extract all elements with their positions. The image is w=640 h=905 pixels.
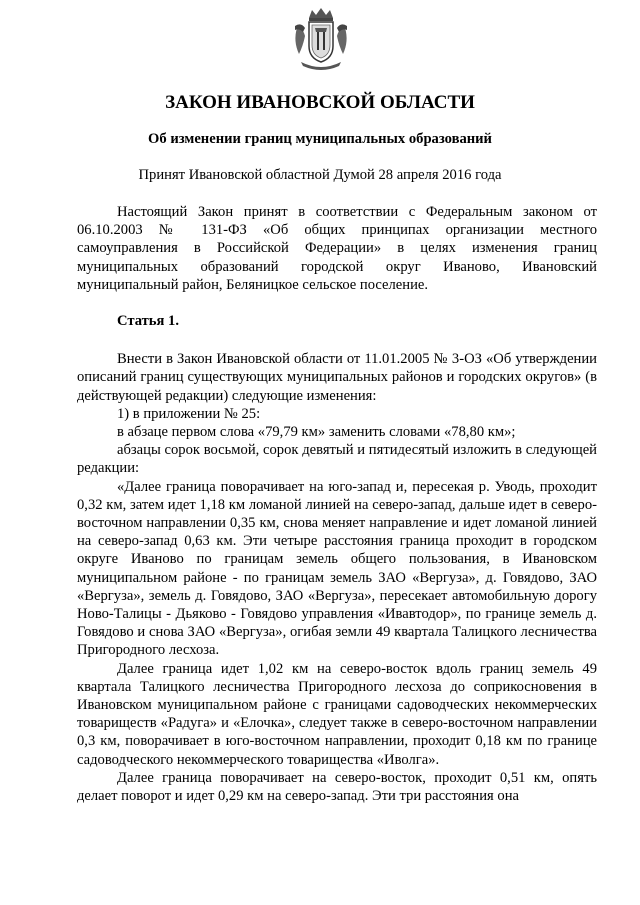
article-paragraph: Внести в Закон Ивановской области от 11.01.2005 № 3-ОЗ «Об утверждении описаний границ существующих муниципальных районов и городских округов» (в действующей редакции) следующие изменения: bbox=[77, 351, 597, 404]
article-paragraph: Далее граница идет 1,02 км на северо-восток вдоль границ земель 49 квартала Талицкого лесничества Пригородного лесхоза до соприкосновения в Ивановском муниципальном районе с границами садоводческих некоммерческих товариществ «Радуга» и «Елочка», следует также в северо-восточном направлении 0,3 км, поворачивает в юго-восточном направлении, проходит 0,18 км по границе садоводческого некоммерческого товарищества «Иволга». bbox=[77, 660, 597, 768]
coat-of-arms-icon bbox=[291, 6, 351, 72]
article-paragraph: в абзаце первом слова «79,79 км» заменить словами «78,80 км»; bbox=[117, 424, 516, 441]
article-paragraph: абзацы сорок восьмой, сорок девятый и пятидесятый изложить в следующей редакции: bbox=[77, 442, 597, 477]
law-title: ЗАКОН ИВАНОВСКОЙ ОБЛАСТИ bbox=[165, 92, 475, 113]
law-body bbox=[77, 203, 597, 805]
preamble-paragraph: Настоящий Закон принят в соответствии с Федеральным законом от 06.10.2003 № 131-ФЗ «Об общих принципах организации местного самоуправления в Российской Федерации» в целях изменения границ муниципальных образований городской округ Иваново, Ивановский муниципальный район, Беляницкое сельское поселение. bbox=[77, 204, 597, 293]
article-paragraph: Далее граница поворачивает на северо-восток, проходит 0,51 км, опять делает поворот и идет 0,29 км на северо-запад. Эти три расстояния она bbox=[77, 769, 597, 805]
article-paragraph: «Далее граница поворачивает на юго-запад и, пересекая р. Уводь, проходит 0,32 км, затем идет 1,18 км ломаной линией на северо-запад, дальше идет в северо-восточном направлении 0,35 км, снова меняет направление и идет ломаной линией на северо-запад 0,63 км. Эти четыре расстояния граница проходит в городском округе Иваново по границам земель общего пользования, в Ивановском муниципальном районе - по границам земель ЗАО «Вергуза», д. Говядово, ЗАО «Вергуза», земель д. Говядово, ЗАО «Вергуза», пересекает автомобильную дорогу Ново-Талицы - Дьяково - Говядово управления «Ивавтодор», по границе земель д. Говядово и снова ЗАО «Вергуза», огибая земли 49 квартала Талицкого лесничества Пригородного лесхоза. bbox=[77, 478, 597, 659]
article-heading: Статья 1. bbox=[117, 313, 179, 330]
adoption-line: Принят Ивановской областной Думой 28 апреля 2016 года bbox=[138, 167, 502, 183]
law-subtitle: Об изменении границ муниципальных образований bbox=[148, 131, 492, 147]
article-paragraph: 1) в приложении № 25: bbox=[117, 405, 261, 422]
